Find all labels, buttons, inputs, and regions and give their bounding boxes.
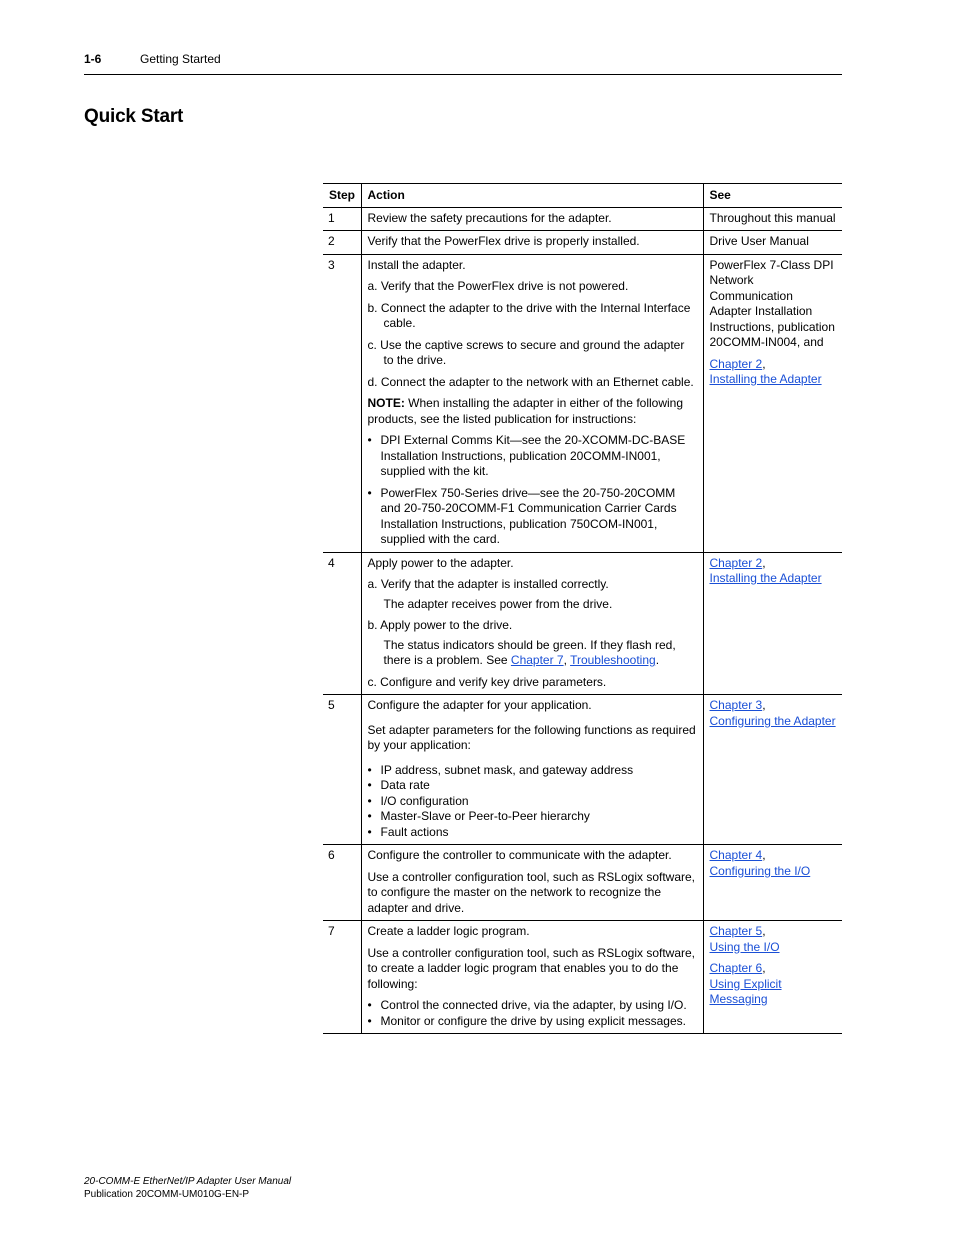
header-step: Step [323, 184, 361, 208]
action-description: Set adapter parameters for the following functions as required by your application: [367, 722, 696, 752]
chapter-6-link[interactable]: Chapter 6 [709, 961, 763, 975]
see-cell [703, 254, 842, 552]
see-text: PowerFlex 7-Class DPI Network Communication Adapter Installation Instructions, publication 20COMM-IN004, and [709, 257, 835, 349]
installing-adapter-link[interactable]: Installing the Adapter [709, 571, 822, 585]
action-description: Use a controller configuration tool, such as RSLogix software, to configure the master on the network to recognize the adapter and drive. [367, 869, 695, 915]
table-row [323, 231, 842, 255]
table-row [323, 207, 842, 231]
action-cell [361, 552, 703, 695]
see-links [710, 698, 838, 729]
sub-step: b. Connect the adapter to the drive with the Internal Interface cable. [367, 300, 691, 330]
sub-step: a. Verify that the PowerFlex drive is not powered. [367, 279, 629, 293]
see-links [710, 556, 838, 587]
sub-step: b. Apply power to the drive. [367, 618, 513, 632]
action-text: Verify that the PowerFlex drive is properly installed. [367, 234, 640, 248]
link-separator: , [762, 555, 766, 570]
bullet-item: • Master-Slave or Peer-to-Peer hierarchy [368, 809, 698, 825]
bullet-item: • Data rate [368, 778, 698, 794]
header-see: See [703, 184, 842, 208]
chapter-5-link[interactable]: Chapter 5 [709, 924, 763, 938]
action-text: Install the adapter. [367, 257, 466, 272]
troubleshooting-link[interactable]: Troubleshooting [570, 653, 656, 667]
using-io-link[interactable]: Using the I/O [709, 939, 780, 954]
table-row [323, 552, 842, 695]
step-number: 4 [323, 552, 361, 695]
sub-step-text: The adapter receives power from the drive. [383, 596, 613, 611]
link-separator: , [762, 848, 766, 862]
link-separator: , [563, 653, 571, 667]
action-cell [361, 921, 703, 1034]
bullet-item: • Control the connected drive, via the adapter, by using I/O. [368, 998, 698, 1014]
note-text: When installing the adapter in either of the following products, see the listed publication for instructions: [367, 396, 684, 426]
see-links [710, 961, 838, 1008]
see-links [710, 848, 838, 879]
configuring-adapter-link[interactable]: Configuring the Adapter [709, 713, 836, 728]
installing-adapter-link[interactable]: Installing the Adapter [709, 372, 822, 386]
using-explicit-messaging-link[interactable]: Using Explicit Messaging [709, 976, 782, 1006]
step-number: 3 [323, 254, 361, 552]
sub-step: c. Use the captive screws to secure and ground the adapter to the drive. [367, 337, 685, 367]
note [368, 396, 698, 427]
configuring-io-link[interactable]: Configuring the I/O [709, 863, 811, 878]
bullet-item: • Fault actions [368, 825, 698, 841]
bullet-item: • PowerFlex 750-Series drive—see the 20-750-20COMM and 20-750-20COMM-F1 Communication Carrier Cards Installation Instructions, publication 750COM-IN001, supplied with the card. [368, 486, 698, 548]
link-separator: , [762, 924, 766, 938]
table-row [323, 254, 842, 552]
publication-number: Publication 20COMM-UM010G-EN-P [84, 1189, 250, 1200]
see-cell: Drive User Manual [703, 231, 842, 255]
sub-step: d. Connect the adapter to the network with an Ethernet cable. [367, 374, 694, 389]
action-cell [361, 231, 703, 255]
step-number: 5 [323, 695, 361, 845]
chapter-7-link[interactable]: Chapter 7 [510, 653, 564, 667]
step-number: 1 [323, 207, 361, 231]
chapter-2-link[interactable]: Chapter 2 [709, 356, 763, 371]
header-rule [84, 74, 842, 75]
header-action: Action [361, 184, 703, 208]
see-cell [703, 845, 842, 921]
bullet-item: • DPI External Comms Kit—see the 20-XCOMM-DC-BASE Installation Instructions, publication 20COMM-IN001, supplied with the kit. [368, 433, 698, 480]
see-cell: Throughout this manual [703, 207, 842, 231]
chapter-4-link[interactable]: Chapter 4 [709, 848, 763, 862]
bullet-item: • IP address, subnet mask, and gateway address [368, 763, 698, 779]
see-cell [703, 921, 842, 1034]
action-description: Use a controller configuration tool, such as RSLogix software, to create a ladder logic program that enables you to do the following: [367, 945, 695, 991]
sub-step: c. Configure and verify key drive parameters. [367, 674, 607, 689]
action-text: Create a ladder logic program. [367, 924, 530, 938]
link-separator: , [762, 961, 766, 975]
step-number: 2 [323, 231, 361, 255]
page-header [84, 52, 221, 66]
action-cell [361, 695, 703, 845]
bullet-item: • Monitor or configure the drive by using explicit messages. [368, 1014, 698, 1030]
action-cell [361, 845, 703, 921]
sub-step: a. Verify that the adapter is installed correctly. [367, 577, 609, 591]
see-cell [703, 695, 842, 845]
chapter-2-link[interactable]: Chapter 2 [709, 555, 763, 570]
note-label: NOTE: [367, 396, 405, 410]
quick-start-table [323, 183, 842, 1034]
action-text: Review the safety precautions for the adapter. [367, 210, 612, 225]
step-number: 6 [323, 845, 361, 921]
action-cell [361, 254, 703, 552]
see-links [710, 924, 838, 955]
action-text: Configure the controller to communicate with the adapter. [367, 848, 672, 862]
action-text: Configure the adapter for your application. [367, 698, 592, 712]
action-text: Apply power to the adapter. [367, 555, 514, 570]
sentence-end: . [655, 653, 660, 667]
page-number: 1-6 [84, 52, 102, 66]
table-header-row [323, 184, 842, 208]
sub-step-text [368, 638, 698, 669]
link-separator: , [762, 356, 766, 371]
chapter-3-link[interactable]: Chapter 3 [709, 698, 763, 712]
manual-title: 20-COMM-E EtherNet/IP Adapter User Manual [84, 1176, 292, 1187]
status-text: The status indicators should be green. If they flash red, there is a problem. See [383, 637, 676, 667]
page-title: Quick Start [84, 106, 184, 127]
link-separator: , [762, 698, 766, 712]
table-row [323, 695, 842, 845]
see-cell [703, 552, 842, 695]
section-name: Getting Started [140, 52, 221, 66]
action-cell [361, 207, 703, 231]
see-links [710, 357, 838, 388]
step-number: 7 [323, 921, 361, 1034]
table-row [323, 921, 842, 1034]
bullet-item: • I/O configuration [368, 794, 698, 810]
table-row [323, 845, 842, 921]
page-footer [84, 1175, 291, 1201]
